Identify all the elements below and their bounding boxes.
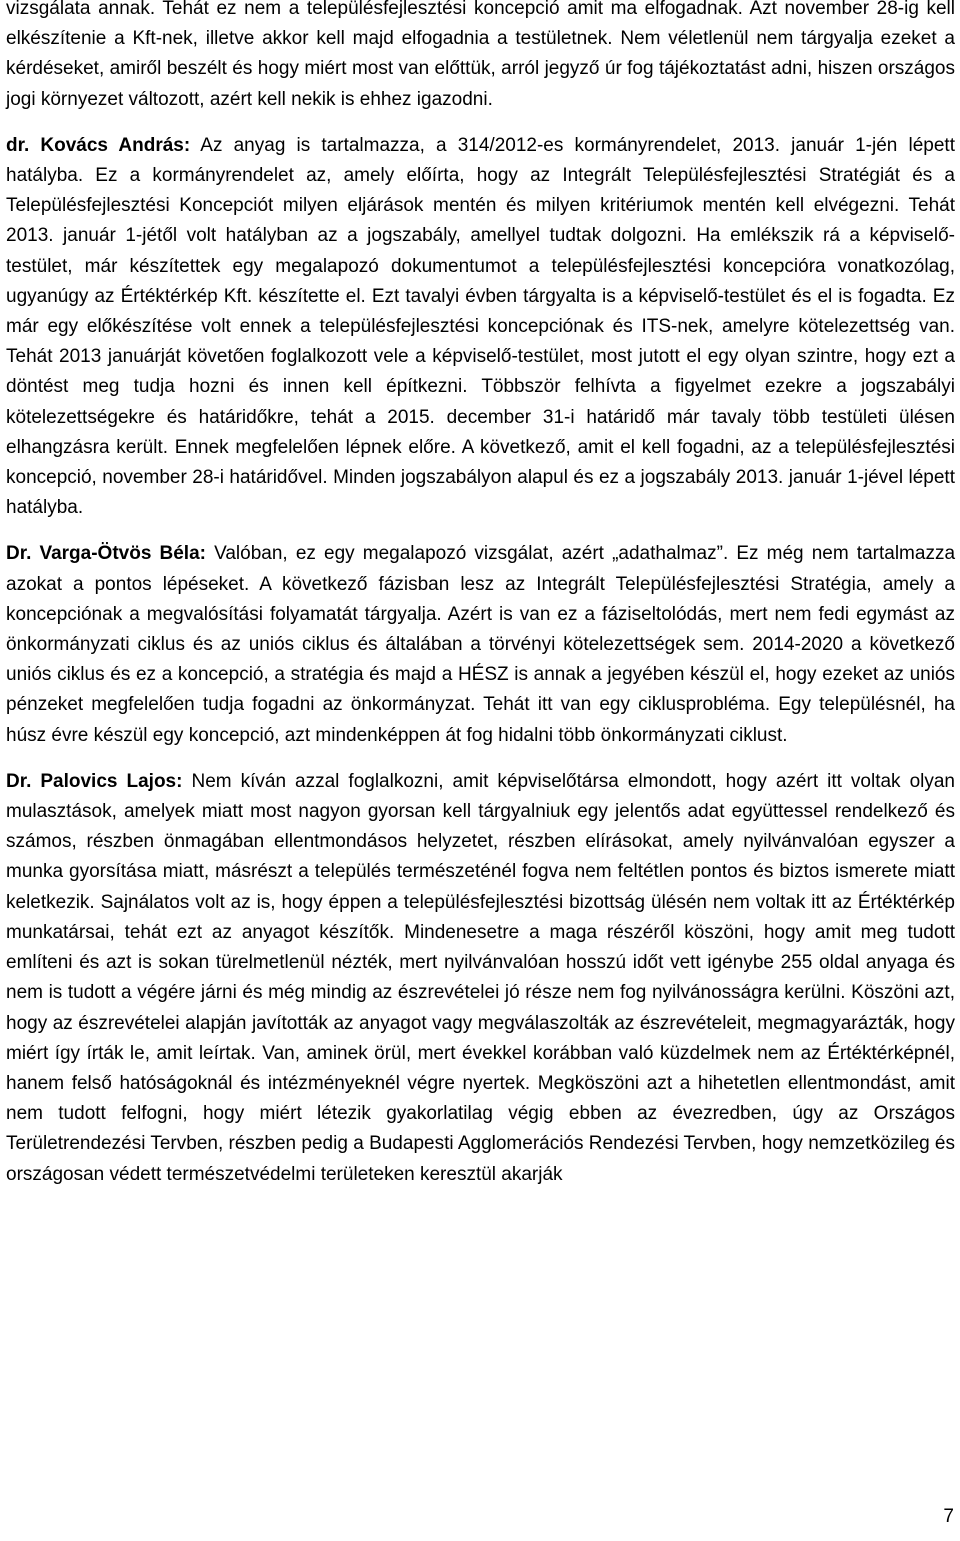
paragraph-text: Az anyag is tartalmazza, a 314/2012-es kormányrendelet, 2013. január 1-jén lépett hatályba. Ez a kormányrendelet az, amely előírta, hogy az Integrált Településfejlesztési Stratégiát és a Településfejlesztési Koncepciót milyen eljárások mentén és milyen kritériumok mentén kell elvégezni. Tehát 2013. január 1-jétől volt hatályban az a jogszabály, amellyel tudtak dolgozni. Ha emlékszik rá a képviselő-testület, már készítettek egy megalapozó dokumentumot a településfejlesztési koncepcióra vonatkozólag, ugyanúgy az Értéktérkép Kft. készítette el. Ezt tavalyi évben tárgyalta is a képviselő-testület és el is fogadta. Ez már egy előkészítése volt ennek a településfejlesztési koncepciónak és ITS-nek, amelyre kötelezettség van. Tehát 2013 januárját követően foglalkozott vele a képviselő-testület, most jutott el egy olyan szintre, hogy ezt a döntést meg tudja hozni és innen kell építkezni. Többször felhívta a figyelmet ezekre a jogszabályi kötelezettségekre és határidőkre, tehát a 2015. december 31-i határidő már tavaly több testületi ülésen elhangzásra került. Ennek megfelelően lépnek előre. A következő, amit el kell fogadni, az a településfejlesztési koncepció, november 28-i határidővel. Minden jogszabályon alapul és ez a jogszabály 2013. január 1-jével lépett hatályba. <box>6 134 955 519</box>
paragraph-text: Valóban, ez egy megalapozó vizsgálat, azért „adathalmaz”. Ez még nem tartalmazza azokat a pontos lépéseket. A következő fázisban lesz az Integrált Településfejlesztési Stratégia, amely a koncepciónak a megvalósítási folyamatát tárgyalja. Azért is van ez a fáziseltolódás, mert nem fedi egymást az önkormányzati ciklus és az uniós ciklus és általában a törvényi kötelezettségek sem. 2014-2020 a következő uniós ciklus és ez a koncepció, a stratégia és majd a HÉSZ is annak a jegyében készül el, hogy ezeket az uniós pénzeket megfelelően tudja fogadni az önkormányzat. Tehát itt van egy ciklusprobléma. Egy településnél, ha húsz évre készül egy koncepció, azt mindenképpen át fog hidalni több önkormányzati ciklust. <box>6 543 956 746</box>
paragraph-palovics <box>6 767 955 1190</box>
speaker-name: dr. Kovács András: <box>6 134 191 156</box>
paragraph-continuation <box>6 0 955 115</box>
paragraph-kovacs <box>6 131 955 524</box>
page-number: 7 <box>943 1506 954 1527</box>
paragraph-text: vizsgálata annak. Tehát ez nem a településfejlesztési koncepció amit ma elfogadnak. Azt november 28-ig kell elkészítenie a Kft-nek, illetve akkor kell majd elfogadnia a testületnek. Nem véletlenül nem tárgyalja ezeket a kérdéseket, amiről beszélt és hogy miért most van előttük, arról jegyző úr fog tájékoztatást adni, hiszen országos jogi környezet változott, azért kell nekik is ehhez igazodni. <box>6 0 955 110</box>
speaker-name: Dr. Varga-Ötvös Béla: <box>6 543 206 565</box>
paragraph-varga-otvos <box>6 539 955 750</box>
document-page <box>6 0 955 1190</box>
speaker-name: Dr. Palovics Lajos: <box>6 770 183 792</box>
paragraph-text: Nem kíván azzal foglalkozni, amit képviselőtársa elmondott, hogy azért itt voltak olyan mulasztások, amelyek miatt most nagyon gyorsan kell tárgyalniuk egy jelentős adat együttessel rendelkező és számos, részben önmagában ellentmondásos helyzetet, részben elírásokat, amely nyilvánvalóan egyszer a munka gyorsítása miatt, másrészt a település természeténél fogva nem feltétlen pontos és biztos ismerete miatt keletkezik. Sajnálatos volt az is, hogy éppen a településfejlesztési bizottság ülésén nem voltak itt az Értéktérkép munkatársai, tehát ezt az anyagot készítők. Mindenesetre a maga részéről köszöni, hogy amit meg tudott említeni és azt is sokan türelmetlenül nézték, mert nyilvánvalóan hosszú időt vett igénybe 255 oldal anyaga és nem is tudott a végére járni és még mindig az észrevételei jó része nem fog nyilvánosságra kerülni. Köszöni azt, hogy az észrevételei alapján javították az anyagot vagy megválaszolták az észrevételeit, megmagyarázták, hogy miért így írták le, amit leírtak. Van, aminek örül, mert évekkel korábban való küzdelmek nem az Értéktérképnél, hanem felső hatóságoknál és intézményeknél végre nyertek. Megköszöni azt a hihetetlen ellentmondást, amit nem tudott felfogni, hogy miért létezik gyakorlatilag végig ebben az évezredben, úgy az Országos Területrendezési Tervben, részben pedig a Budapesti Agglomerációs Rendezési Tervben, hogy nemzetközileg és országosan védett természetvédelmi területeken keresztül akarják <box>6 770 955 1185</box>
